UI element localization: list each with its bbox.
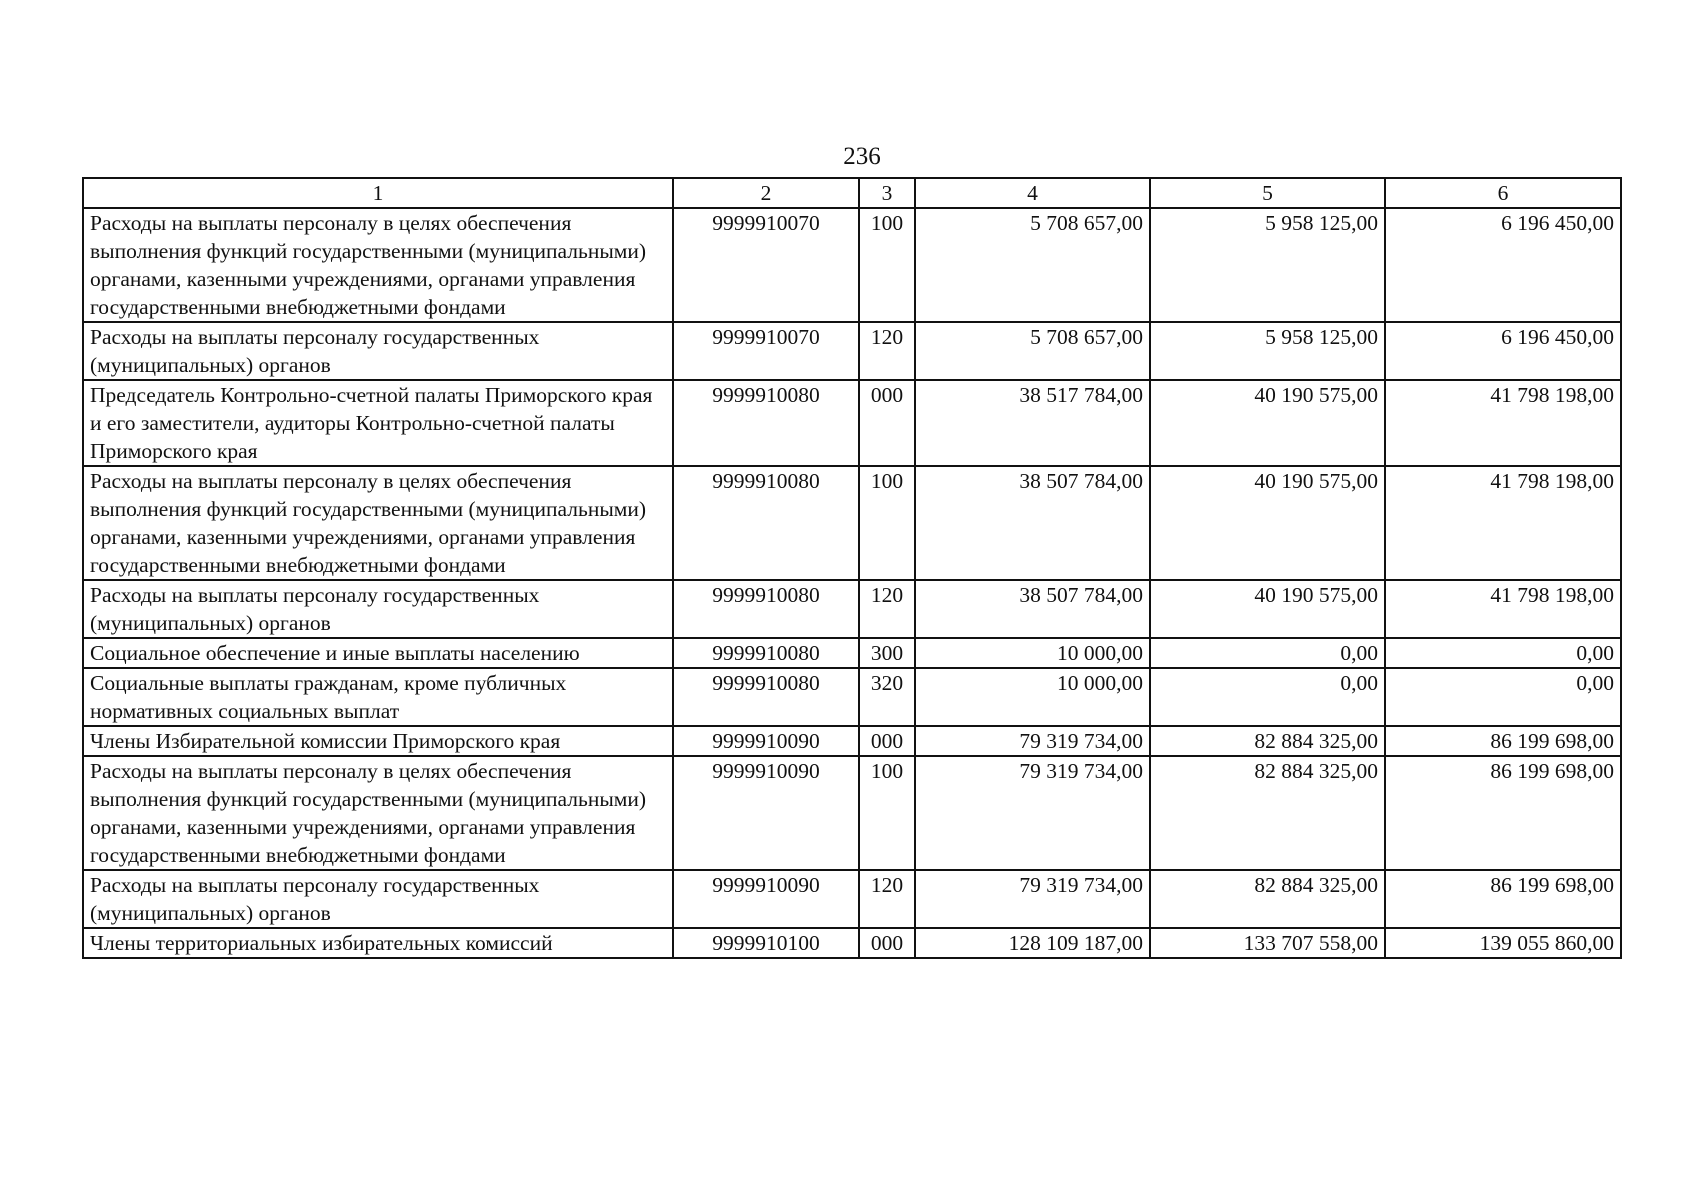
row-expense-type: 000 (859, 928, 915, 958)
row-value-col4: 5 708 657,00 (915, 208, 1150, 322)
column-header: 6 (1385, 178, 1621, 208)
table-row (83, 466, 1621, 580)
row-expense-type: 100 (859, 208, 915, 322)
table-row (83, 380, 1621, 466)
row-value-col4: 5 708 657,00 (915, 322, 1150, 380)
row-expense-type: 100 (859, 466, 915, 580)
row-target-code: 9999910090 (673, 870, 859, 928)
row-target-code: 9999910070 (673, 208, 859, 322)
row-value-col5: 0,00 (1150, 668, 1385, 726)
row-value-col5: 5 958 125,00 (1150, 322, 1385, 380)
row-value-col4: 38 517 784,00 (915, 380, 1150, 466)
table-row (83, 870, 1621, 928)
row-expense-type: 120 (859, 870, 915, 928)
row-target-code: 9999910080 (673, 466, 859, 580)
row-value-col5: 82 884 325,00 (1150, 726, 1385, 756)
row-value-col6: 86 199 698,00 (1385, 726, 1621, 756)
table-row (83, 322, 1621, 380)
row-expense-type: 120 (859, 322, 915, 380)
column-header: 3 (859, 178, 915, 208)
row-value-col5: 5 958 125,00 (1150, 208, 1385, 322)
table-row (83, 580, 1621, 638)
row-name: Расходы на выплаты персоналу государственных (муниципальных) органов (83, 580, 673, 638)
row-value-col4: 128 109 187,00 (915, 928, 1150, 958)
row-name: Расходы на выплаты персоналу государственных (муниципальных) органов (83, 322, 673, 380)
row-name: Расходы на выплаты персоналу государственных (муниципальных) органов (83, 870, 673, 928)
row-expense-type: 000 (859, 380, 915, 466)
row-target-code: 9999910100 (673, 928, 859, 958)
row-target-code: 9999910080 (673, 380, 859, 466)
row-value-col5: 82 884 325,00 (1150, 870, 1385, 928)
page-number: 236 (843, 143, 881, 170)
row-value-col4: 38 507 784,00 (915, 466, 1150, 580)
row-value-col6: 41 798 198,00 (1385, 466, 1621, 580)
row-target-code: 9999910070 (673, 322, 859, 380)
table-row (83, 638, 1621, 668)
row-name: Расходы на выплаты персоналу в целях обеспечения выполнения функций государственными (муниципальными) органами, казенными учреждениями, органами управления государственными внебюджетными фондами (83, 208, 673, 322)
row-value-col6: 86 199 698,00 (1385, 870, 1621, 928)
row-value-col6: 0,00 (1385, 668, 1621, 726)
column-header: 4 (915, 178, 1150, 208)
table-row (83, 928, 1621, 958)
row-value-col6: 139 055 860,00 (1385, 928, 1621, 958)
row-value-col6: 86 199 698,00 (1385, 756, 1621, 870)
row-value-col5: 82 884 325,00 (1150, 756, 1385, 870)
row-value-col5: 0,00 (1150, 638, 1385, 668)
row-expense-type: 120 (859, 580, 915, 638)
row-name: Социальное обеспечение и иные выплаты населению (83, 638, 673, 668)
row-target-code: 9999910080 (673, 638, 859, 668)
table-row (83, 208, 1621, 322)
row-expense-type: 320 (859, 668, 915, 726)
table-row (83, 726, 1621, 756)
row-name: Расходы на выплаты персоналу в целях обеспечения выполнения функций государственными (муниципальными) органами, казенными учреждениями, органами управления государственными внебюджетными фондами (83, 756, 673, 870)
table-row (83, 668, 1621, 726)
row-value-col4: 10 000,00 (915, 638, 1150, 668)
row-name: Расходы на выплаты персоналу в целях обеспечения выполнения функций государственными (муниципальными) органами, казенными учреждениями, органами управления государственными внебюджетными фондами (83, 466, 673, 580)
row-value-col5: 133 707 558,00 (1150, 928, 1385, 958)
row-value-col4: 79 319 734,00 (915, 870, 1150, 928)
row-expense-type: 300 (859, 638, 915, 668)
row-value-col6: 6 196 450,00 (1385, 322, 1621, 380)
row-name: Члены территориальных избирательных комиссий (83, 928, 673, 958)
budget-table (82, 177, 1622, 959)
row-value-col5: 40 190 575,00 (1150, 466, 1385, 580)
row-value-col6: 41 798 198,00 (1385, 380, 1621, 466)
row-name: Социальные выплаты гражданам, кроме публичных нормативных социальных выплат (83, 668, 673, 726)
row-target-code: 9999910080 (673, 580, 859, 638)
row-value-col4: 38 507 784,00 (915, 580, 1150, 638)
column-header: 1 (83, 178, 673, 208)
row-expense-type: 100 (859, 756, 915, 870)
row-value-col6: 41 798 198,00 (1385, 580, 1621, 638)
row-value-col6: 6 196 450,00 (1385, 208, 1621, 322)
row-value-col4: 79 319 734,00 (915, 726, 1150, 756)
column-header: 5 (1150, 178, 1385, 208)
table-row (83, 756, 1621, 870)
row-expense-type: 000 (859, 726, 915, 756)
row-value-col5: 40 190 575,00 (1150, 580, 1385, 638)
row-target-code: 9999910090 (673, 756, 859, 870)
row-target-code: 9999910080 (673, 668, 859, 726)
row-value-col6: 0,00 (1385, 638, 1621, 668)
row-target-code: 9999910090 (673, 726, 859, 756)
row-value-col4: 10 000,00 (915, 668, 1150, 726)
row-value-col4: 79 319 734,00 (915, 756, 1150, 870)
row-value-col5: 40 190 575,00 (1150, 380, 1385, 466)
table-header-row (83, 178, 1621, 208)
row-name: Члены Избирательной комиссии Приморского края (83, 726, 673, 756)
row-name: Председатель Контрольно-счетной палаты Приморского края и его заместители, аудиторы Контрольно-счетной палаты Приморского края (83, 380, 673, 466)
column-header: 2 (673, 178, 859, 208)
